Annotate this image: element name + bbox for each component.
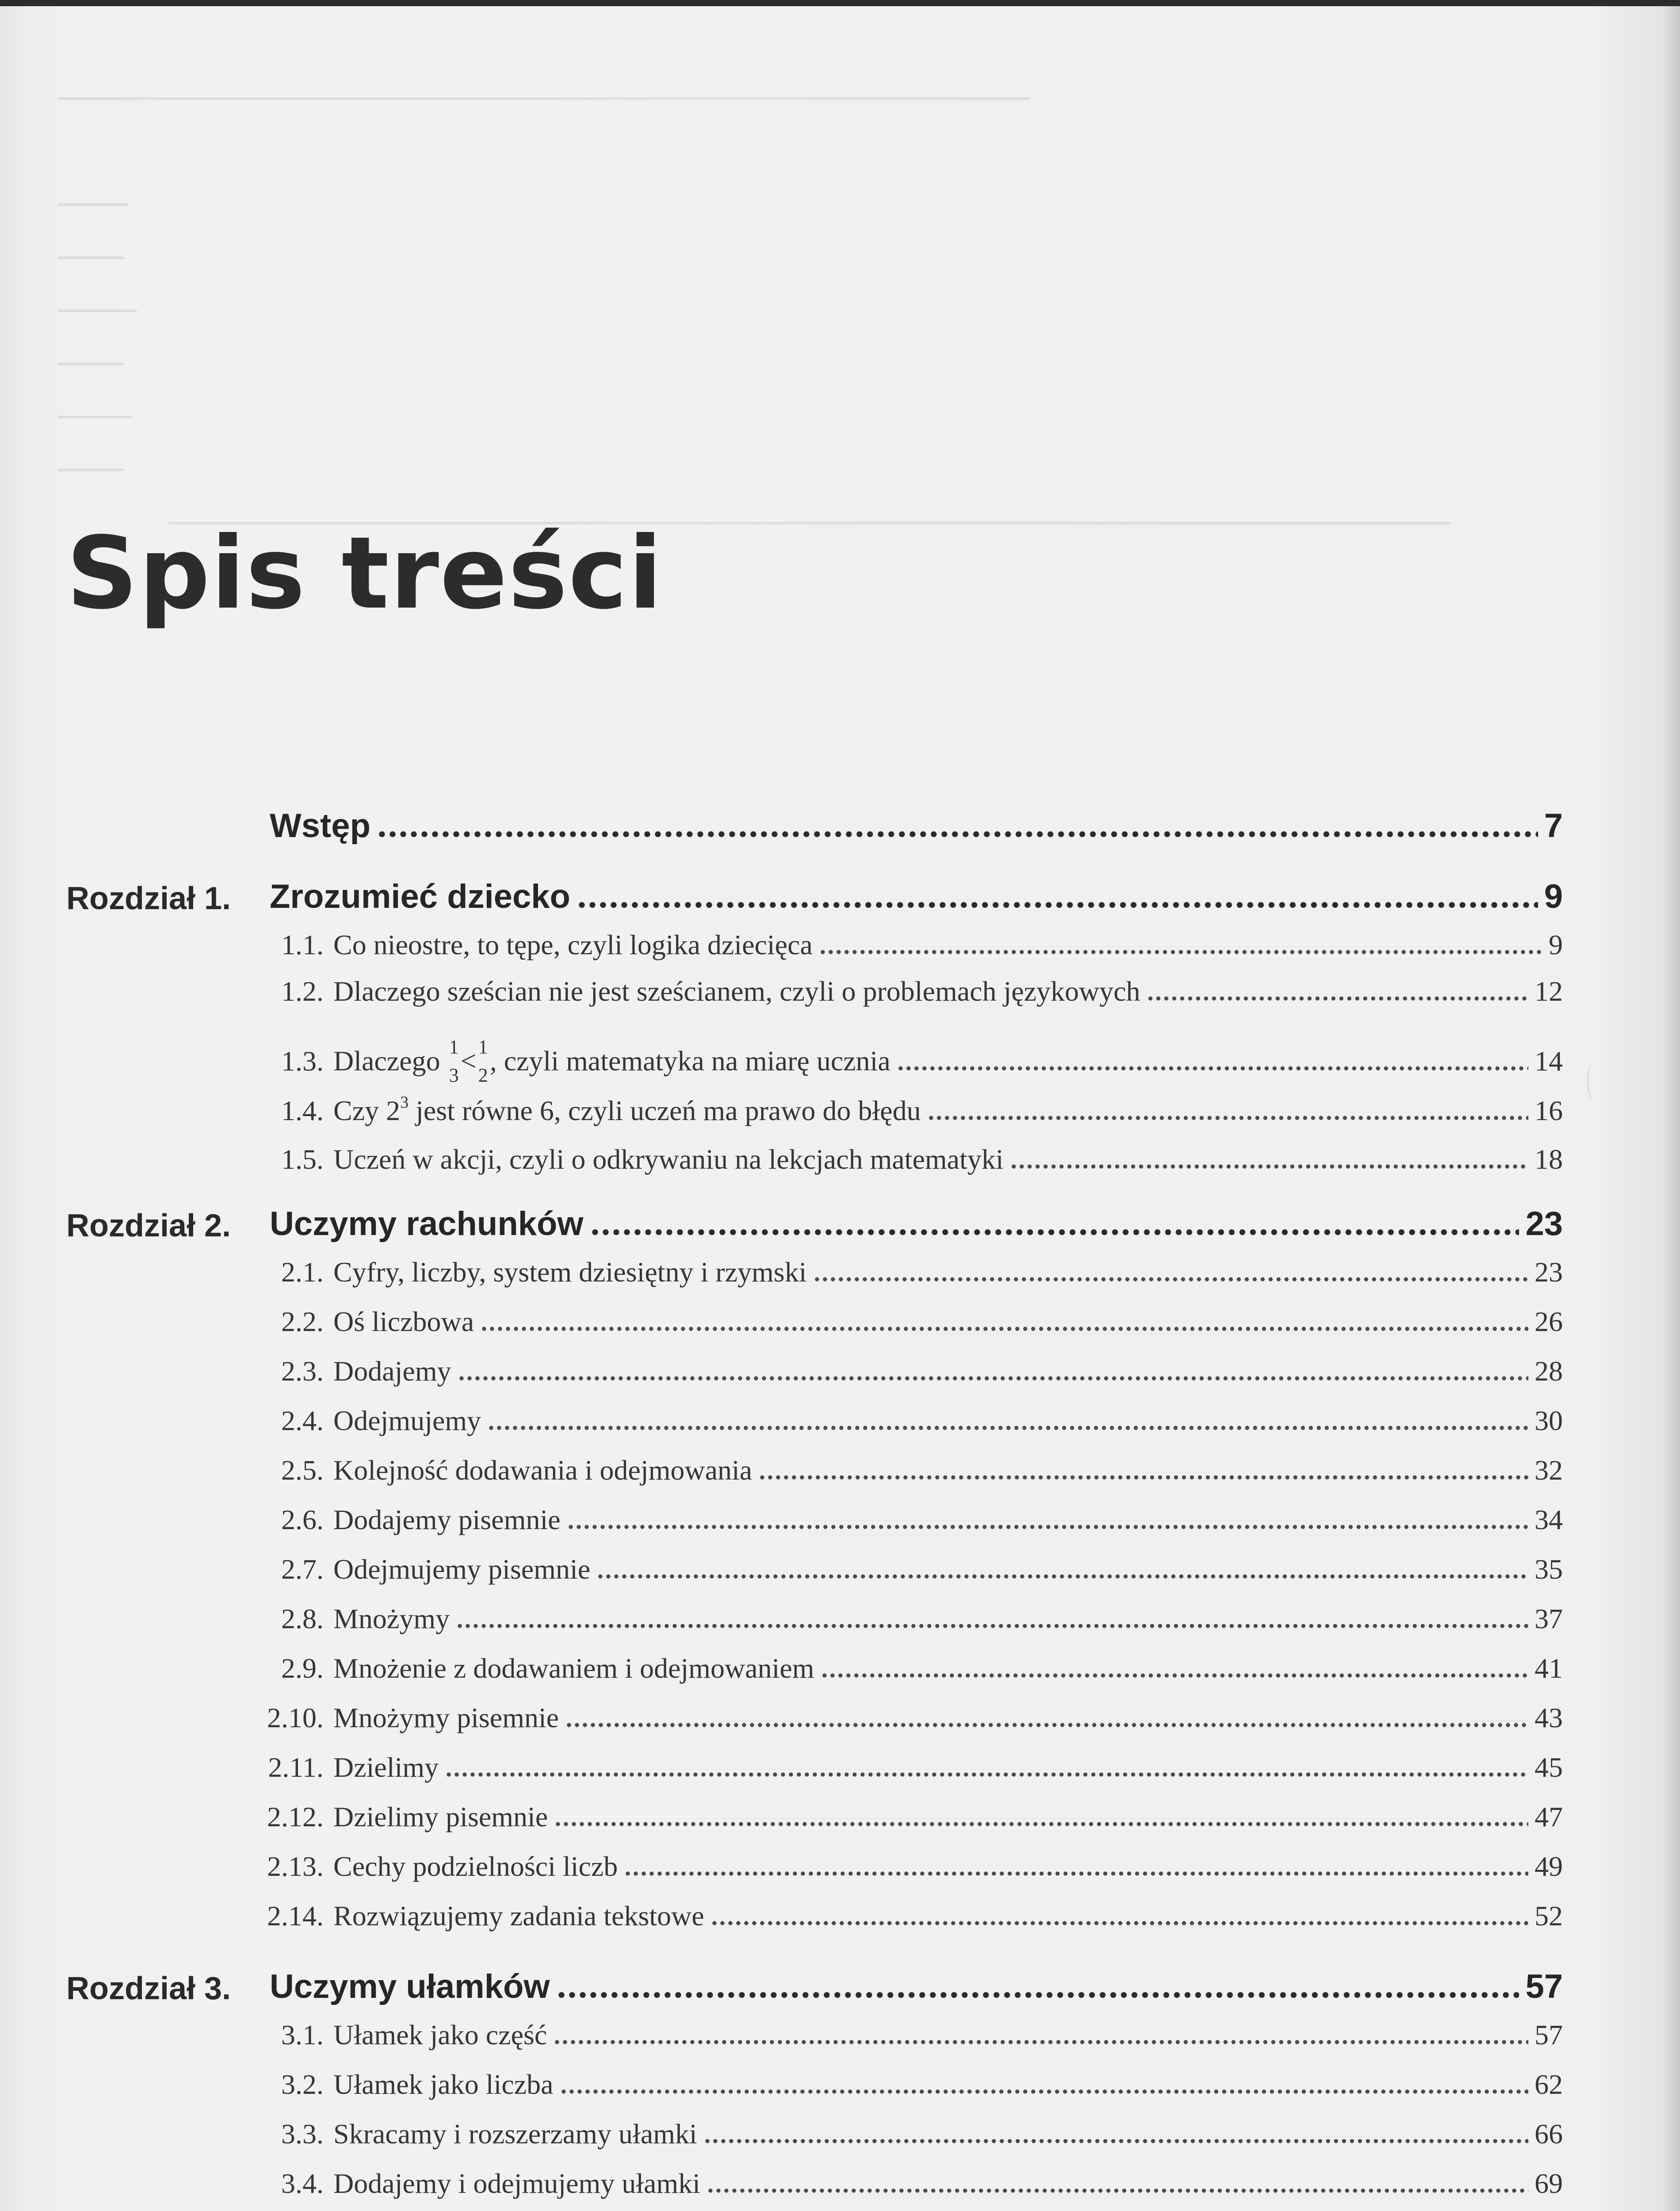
chapter-label: Rozdział 3. — [66, 1971, 231, 2006]
dot-leader — [480, 1327, 1528, 1331]
section-page: 43 — [1535, 1702, 1563, 1733]
chapter-title: Zrozumieć dziecko — [270, 878, 570, 915]
section-page: 30 — [1535, 1405, 1563, 1436]
dot-leader — [377, 831, 1538, 837]
fraction-denominator: 2 — [478, 1064, 488, 1086]
toc-main-entry — [270, 809, 1563, 843]
chapter-page: 57 — [1525, 1968, 1563, 2005]
section-number: 2.11. — [268, 1752, 324, 1783]
dot-leader — [819, 950, 1543, 954]
section-title: Uczeń w akcji, czyli o odkrywaniu na lekcjach matematyki — [333, 1144, 1004, 1175]
section-title: Co nieostre, to tępe, czyli logika dziecięca — [333, 929, 813, 960]
title-part: , czyli matematyka na miarę ucznia — [489, 1045, 890, 1077]
section-number: 2.2. — [281, 1306, 324, 1337]
chapter-label: Rozdział 1. — [66, 881, 231, 916]
section-number: 3.4. — [281, 2168, 324, 2199]
section-number: 2.7. — [281, 1553, 324, 1585]
section-page: 47 — [1535, 1801, 1563, 1832]
section-number: 1.1. — [281, 929, 324, 960]
dot-leader — [703, 2139, 1528, 2143]
section-page: 35 — [1535, 1553, 1563, 1585]
dot-leader — [624, 1871, 1528, 1876]
dot-leader — [567, 1525, 1528, 1529]
section-page: 69 — [1535, 2168, 1563, 2199]
section-number: 3.1. — [281, 2019, 324, 2050]
section-page: 66 — [1535, 2118, 1563, 2150]
section-title: Ułamek jako liczba — [333, 2069, 554, 2100]
section-page: 16 — [1535, 1095, 1563, 1126]
section-page: 26 — [1535, 1306, 1563, 1337]
toc-main-entry — [270, 880, 1563, 914]
section-title: Mnożenie z dodawaniem i odejmowaniem — [333, 1653, 814, 1684]
section-page: 34 — [1535, 1504, 1563, 1535]
dot-leader — [560, 2089, 1528, 2094]
dot-leader — [556, 1992, 1520, 1998]
dot-leader — [458, 1376, 1528, 1381]
section-title: Kolejność dodawania i odejmowania — [333, 1454, 752, 1486]
section-page: 45 — [1535, 1752, 1563, 1783]
section-title: Ułamek jako część — [333, 2019, 547, 2050]
dot-leader — [487, 1426, 1528, 1430]
section-number: 3.2. — [281, 2069, 324, 2100]
section-page: 32 — [1535, 1454, 1563, 1486]
section-number: 2.6. — [281, 1504, 324, 1535]
section-title: Dzielimy — [333, 1752, 439, 1783]
section-page: 41 — [1535, 1653, 1563, 1684]
section-number: 1.2. — [281, 975, 324, 1007]
section-page: 49 — [1535, 1851, 1563, 1882]
section-title: Dzielimy pisemnie — [333, 1801, 548, 1832]
section-number: 2.10. — [267, 1702, 324, 1733]
section-title: Odejmujemy pisemnie — [333, 1553, 591, 1585]
section-number: 2.9. — [281, 1653, 324, 1684]
section-title — [324, 1093, 921, 1126]
section-title: Dodajemy pisemnie — [333, 1504, 561, 1535]
dot-leader — [596, 1574, 1528, 1579]
section-page: 57 — [1535, 2019, 1563, 2050]
dot-leader — [553, 2040, 1528, 2044]
scan-smudge — [1587, 1061, 1602, 1101]
section-number: 2.3. — [281, 1355, 324, 1387]
dot-leader — [813, 1277, 1528, 1281]
dot-leader — [710, 1921, 1528, 1925]
toc-main-entry — [270, 1970, 1563, 2004]
chapter-label: Rozdział 2. — [66, 1208, 231, 1243]
dot-leader — [821, 1673, 1528, 1678]
section-title: Oś liczbowa — [333, 1306, 474, 1337]
intro-title: Wstęp — [270, 807, 370, 845]
section-title: Cechy podzielności liczb — [333, 1851, 618, 1882]
section-number: 1.5. — [281, 1144, 324, 1175]
section-page: 23 — [1535, 1256, 1563, 1288]
section-title: Skracamy i rozszerzamy ułamki — [333, 2118, 697, 2150]
section-page: 14 — [1535, 1045, 1563, 1077]
section-title: Mnożymy pisemnie — [333, 1702, 559, 1733]
fraction — [478, 1037, 488, 1085]
section-number: 2.12. — [267, 1801, 324, 1832]
dot-leader — [577, 902, 1538, 908]
page-title: Spis treści — [66, 516, 664, 631]
dot-leader — [1146, 996, 1528, 1001]
section-number: 1.3. — [281, 1045, 324, 1077]
dot-leader — [1010, 1164, 1528, 1169]
section-page: 37 — [1535, 1603, 1563, 1634]
dot-leader — [706, 2188, 1528, 2193]
dot-leader — [445, 1772, 1528, 1777]
fraction — [449, 1037, 459, 1085]
dot-leader — [927, 1116, 1528, 1120]
intro-page: 7 — [1544, 807, 1563, 845]
fraction-numerator: 1 — [478, 1036, 488, 1058]
section-title — [324, 1036, 890, 1088]
section-number: 2.13. — [267, 1851, 324, 1882]
fraction-numerator: 1 — [449, 1036, 459, 1058]
dot-leader — [897, 1066, 1528, 1071]
section-number: 2.1. — [281, 1256, 324, 1288]
dot-leader — [554, 1822, 1528, 1826]
fraction-denominator: 3 — [449, 1064, 459, 1086]
chapter-title: Uczymy rachunków — [270, 1205, 584, 1243]
dot-leader — [758, 1475, 1528, 1480]
dot-leader — [565, 1723, 1528, 1727]
section-title: Dlaczego sześcian nie jest sześcianem, czyli o problemach językowych — [333, 975, 1140, 1007]
less-than-operator: < — [460, 1045, 477, 1077]
section-title: Rozwiązujemy zadania tekstowe — [333, 1900, 704, 1932]
section-number: 3.3. — [281, 2118, 324, 2150]
section-title: Odejmujemy — [333, 1405, 481, 1436]
section-number: 2.4. — [281, 1405, 324, 1436]
toc-main-entry — [270, 1207, 1563, 1241]
exponent: 3 — [400, 1093, 409, 1112]
section-page: 28 — [1535, 1355, 1563, 1387]
section-title: Dodajemy i odejmujemy ułamki — [333, 2168, 701, 2199]
section-page: 52 — [1535, 1900, 1563, 1932]
section-page: 62 — [1535, 2069, 1563, 2100]
section-number: 2.14. — [267, 1900, 324, 1932]
section-number: 2.5. — [281, 1454, 324, 1486]
chapter-page: 9 — [1544, 878, 1563, 915]
chapter-page: 23 — [1525, 1205, 1563, 1243]
title-part: Czy 2 — [333, 1095, 401, 1126]
section-title: Cyfry, liczby, system dziesiętny i rzymski — [333, 1256, 807, 1288]
section-page: 9 — [1549, 929, 1563, 960]
section-title: Dodajemy — [333, 1355, 451, 1387]
section-title: Mnożymy — [333, 1603, 450, 1634]
section-page: 12 — [1535, 975, 1563, 1007]
section-page: 18 — [1535, 1144, 1563, 1175]
title-part: Dlaczego — [333, 1045, 440, 1077]
dot-leader — [456, 1624, 1528, 1628]
title-part: jest równe 6, czyli uczeń ma prawo do błędu — [409, 1095, 921, 1126]
section-number: 2.8. — [281, 1603, 324, 1634]
chapter-title: Uczymy ułamków — [270, 1968, 550, 2005]
section-number: 1.4. — [281, 1095, 324, 1126]
dot-leader — [590, 1229, 1520, 1235]
